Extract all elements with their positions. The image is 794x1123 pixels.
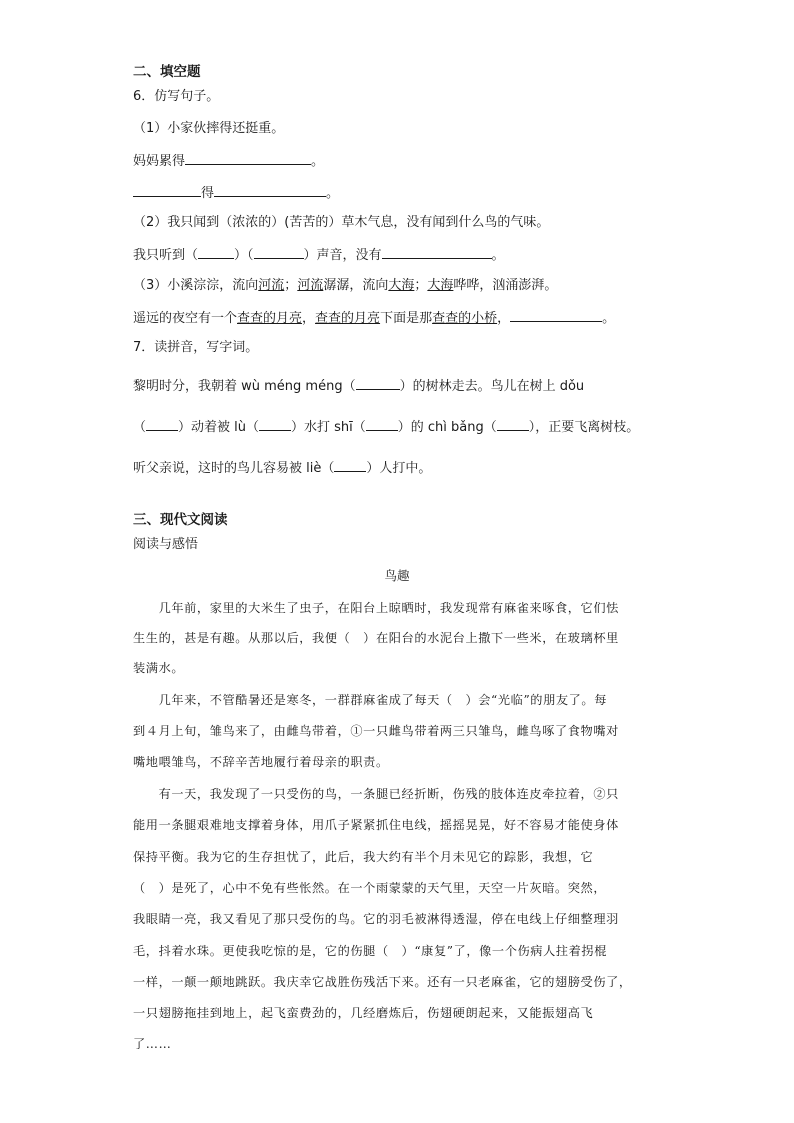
answer-blank[interactable] xyxy=(510,309,602,322)
article-line: 毛，抖着水珠。更使我吃惊的是，它的伤腿（ ）“康复”了，像一个伤病人拄着拐棍 xyxy=(133,944,608,958)
article-line: 几年前，家里的大米生了虫子，在阳台上晾晒时，我发现常有麻雀来啄食，它们怯 xyxy=(133,601,619,615)
q6-answer-3: 遥远的夜空有一个查查的月亮，查查的月亮下面是那查查的小桥， 。 xyxy=(133,311,616,326)
answer-blank[interactable] xyxy=(259,418,291,431)
article-line: （ ）是死了，心中不免有些怅然。在一个雨蒙蒙的天气里，天空一片灰暗。突然， xyxy=(133,881,607,895)
q7-line-3: 听父亲说，这时的鸟儿容易被 liè（ ）人打中。 xyxy=(133,461,432,476)
q6-answer-2: 我只听到（ ）（ ）声音，没有 。 xyxy=(133,248,505,263)
q6-sentence-2: （2）我只闻到（浓浓的）(苦苦的）草木气息，没有闻到什么鸟的气味。 xyxy=(133,215,550,230)
article-line: 一样，一颠一颠地跳跃。我庆幸它战胜伤残活下来。还有一只老麻雀，它的翅膀受伤了， xyxy=(133,975,632,989)
q7-line-1: 黎明时分，我朝着 wù méng méng（ ）的树林走去。鸟儿在树上 dǒu xyxy=(133,379,585,394)
article-line: 一只翅膀拖挂到地上，起飞蛮费劲的，几经磨炼后，伤翅硬朗起来，又能振翅高飞 xyxy=(133,1006,594,1020)
answer-blank[interactable] xyxy=(334,459,366,472)
article-line: 能用一条腿艰难地支撑着身体，用爪子紧紧抓住电线，摇摇晃晃，好不容易才能使身体 xyxy=(133,818,619,832)
answer-blank[interactable] xyxy=(366,418,398,431)
q6-answer-1a: 妈妈累得 。 xyxy=(133,154,325,169)
answer-blank[interactable] xyxy=(133,184,201,197)
answer-blank[interactable] xyxy=(185,152,311,165)
article-line: 几年来，不管酷暑还是寒冬，一群群麻雀成了每天（ ）会“光临”的朋友了。每 xyxy=(133,693,608,707)
article-line: 嘴地喂雏鸟，不辞辛苦地履行着母亲的职责。 xyxy=(133,755,389,769)
q6-sentence-3: （3）小溪淙淙，流向河流；河流潺潺，流向大海；大海哗哗，汹涌澎湃。 xyxy=(133,278,558,293)
article-line: 我眼睛一亮，我又看见了那只受伤的鸟。它的羽毛被淋得透湿，停在电线上仔细整理羽 xyxy=(133,912,619,926)
article-line: 了…… xyxy=(133,1037,172,1051)
q6-sentence-1: （1）小家伙摔得还挺重。 xyxy=(133,121,285,136)
article-line: 到４月上旬，雏鸟来了，由雌鸟带着，①一只雌鸟带着两三只雏鸟，雌鸟啄了食物嘴对 xyxy=(133,724,619,738)
q6-answer-1b: 得 。 xyxy=(133,184,339,202)
question-6-title: 6．仿写句子。 xyxy=(133,89,220,104)
answer-blank[interactable] xyxy=(497,418,529,431)
answer-blank[interactable] xyxy=(146,418,178,431)
section-heading-fill-blank: 二、填空题 xyxy=(133,64,201,80)
article-line: 装满水。 xyxy=(133,661,185,675)
reading-subtitle: 阅读与感悟 xyxy=(133,537,199,552)
article-line: 保持平衡。我为它的生存担忧了，此后，我大约有半个月未见它的踪影，我想，它 xyxy=(133,850,594,864)
answer-blank[interactable] xyxy=(382,246,492,259)
question-7-title: 7．读拼音，写字词。 xyxy=(133,340,259,355)
answer-blank[interactable] xyxy=(214,184,326,197)
answer-blank[interactable] xyxy=(356,377,400,390)
answer-blank[interactable] xyxy=(254,246,304,259)
q7-line-2: （ ）动着被 lù（ ）水打 shī（ ）的 chì bǎng（ ），正要飞离树枝。 xyxy=(133,420,640,435)
article-line: 有一天，我发现了一只受伤的鸟，一条腿已经折断，伤残的肢体连皮牵拉着，②只 xyxy=(133,787,619,801)
article-line: 生生的，甚是有趣。从那以后，我便（ ）在阳台的水泥台上撒下一些米，在玻璃杯里 xyxy=(133,631,619,645)
section-heading-reading: 三、现代文阅读 xyxy=(133,512,228,528)
answer-blank[interactable] xyxy=(198,246,234,259)
article-title: 鸟趣 xyxy=(384,568,410,583)
